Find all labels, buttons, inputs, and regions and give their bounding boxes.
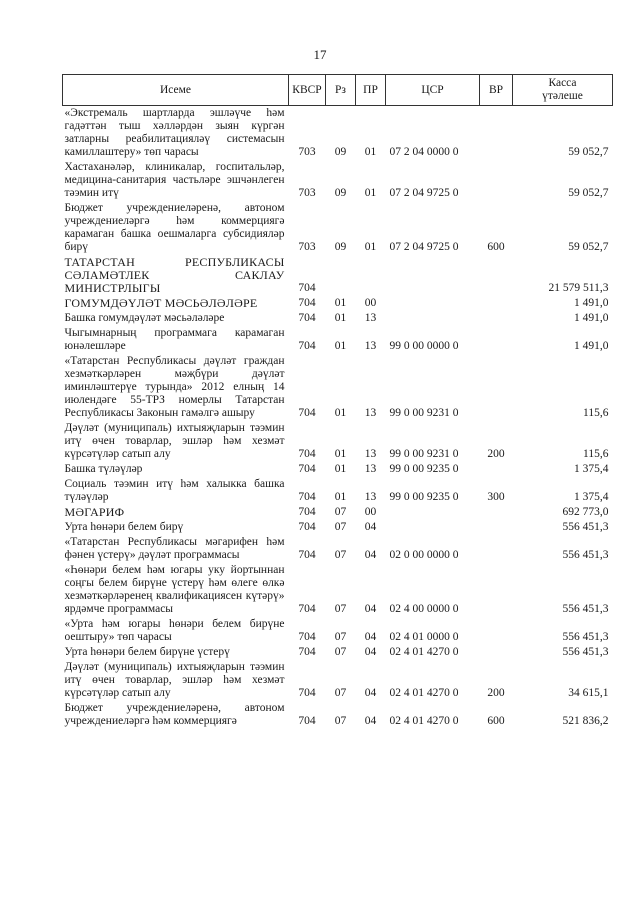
cell-amount: 21 579 511,3 bbox=[548, 282, 609, 294]
cell-vr bbox=[480, 520, 513, 535]
cell-pr bbox=[356, 255, 386, 296]
table-row bbox=[63, 354, 613, 421]
column-header-amount-line2: үтәлеше bbox=[542, 90, 583, 102]
cell-kvsr: 704 bbox=[298, 448, 316, 460]
cell-csr bbox=[386, 311, 480, 326]
column-header-kvsr: КВСР bbox=[289, 75, 326, 106]
cell-csr bbox=[386, 296, 480, 311]
cell-name: Дәүләт (муниципаль) ихтыяҗларын тәэмин итү өчен товарлар, эшләр һәм хезмәт күрсәтүләр сатып алу bbox=[64, 661, 285, 699]
cell-kvsr: 704 bbox=[298, 521, 316, 533]
cell-pr: 04 bbox=[364, 631, 377, 643]
cell-name: Урта һөнәри белем бирү bbox=[64, 521, 184, 533]
cell-rz: 07 bbox=[334, 631, 347, 643]
cell-amount: 1 375,4 bbox=[574, 491, 609, 503]
cell-rz: 07 bbox=[334, 646, 347, 658]
table-row bbox=[63, 617, 613, 645]
cell-kvsr: 704 bbox=[298, 631, 316, 643]
cell-amount: 59 052,7 bbox=[568, 241, 609, 253]
cell-vr bbox=[480, 462, 513, 477]
cell-amount: 1 375,4 bbox=[574, 463, 609, 475]
cell-vr bbox=[480, 505, 513, 520]
table-row bbox=[63, 296, 613, 311]
cell-pr: 00 bbox=[364, 297, 377, 309]
cell-amount: 556 451,3 bbox=[562, 549, 609, 561]
cell-name: Социаль тәэмин итү һәм халыкка башка түләүләр bbox=[64, 478, 285, 503]
cell-amount: 1 491,0 bbox=[574, 297, 609, 309]
cell-name: ГОМУМДӘҮЛӘТ МӘСЬӘЛӘЛӘРЕ bbox=[64, 296, 258, 310]
table-row bbox=[63, 106, 613, 161]
column-header-rz: Рз bbox=[326, 75, 356, 106]
cell-pr: 13 bbox=[364, 463, 377, 475]
table-row bbox=[63, 311, 613, 326]
cell-vr bbox=[480, 617, 513, 645]
cell-rz: 07 bbox=[334, 603, 347, 615]
cell-vr bbox=[480, 296, 513, 311]
cell-amount: 556 451,3 bbox=[562, 631, 609, 643]
cell-kvsr: 704 bbox=[298, 549, 316, 561]
cell-rz: 01 bbox=[334, 448, 347, 460]
cell-csr: 02 4 01 4270 0 bbox=[389, 715, 459, 727]
cell-vr bbox=[480, 645, 513, 660]
cell-amount: 521 836,2 bbox=[562, 715, 609, 727]
cell-name: «Татарстан Республикасы мәгарифен һәм фәнен үстерү» дәүләт программасы bbox=[64, 536, 285, 561]
cell-vr: 300 bbox=[487, 491, 505, 503]
table-body bbox=[63, 106, 613, 730]
table-row bbox=[63, 255, 613, 296]
table-row bbox=[63, 160, 613, 201]
cell-name: Башка түләүләр bbox=[64, 463, 143, 475]
table-row bbox=[63, 421, 613, 462]
cell-rz: 09 bbox=[334, 146, 347, 158]
cell-csr: 07 2 04 9725 0 bbox=[389, 187, 459, 199]
table-row bbox=[63, 563, 613, 617]
cell-kvsr: 704 bbox=[298, 506, 316, 518]
cell-pr: 04 bbox=[364, 521, 377, 533]
cell-kvsr: 704 bbox=[298, 603, 316, 615]
cell-amount: 59 052,7 bbox=[568, 187, 609, 199]
cell-vr bbox=[480, 160, 513, 201]
table-row bbox=[63, 645, 613, 660]
cell-pr: 13 bbox=[364, 312, 377, 324]
cell-csr: 02 4 00 0000 0 bbox=[389, 603, 459, 615]
cell-rz: 07 bbox=[334, 687, 347, 699]
cell-pr: 13 bbox=[364, 340, 377, 352]
table-header bbox=[63, 75, 613, 106]
cell-kvsr: 703 bbox=[298, 146, 316, 158]
column-header-pr: ПР bbox=[356, 75, 386, 106]
cell-csr: 99 0 00 9235 0 bbox=[389, 463, 459, 475]
budget-table bbox=[62, 74, 613, 729]
cell-csr: 07 2 04 0000 0 bbox=[389, 146, 459, 158]
cell-csr: 02 4 01 4270 0 bbox=[389, 646, 459, 658]
cell-amount: 115,6 bbox=[583, 407, 609, 419]
cell-csr: 02 0 00 0000 0 bbox=[389, 549, 459, 561]
cell-kvsr: 704 bbox=[298, 687, 316, 699]
cell-rz: 07 bbox=[334, 715, 347, 727]
cell-rz: 01 bbox=[334, 407, 347, 419]
cell-amount: 556 451,3 bbox=[562, 521, 609, 533]
cell-pr: 13 bbox=[364, 491, 377, 503]
cell-csr: 02 4 01 0000 0 bbox=[389, 631, 459, 643]
table-row bbox=[63, 462, 613, 477]
page-number: 17 bbox=[313, 47, 327, 62]
cell-pr: 04 bbox=[364, 603, 377, 615]
cell-name: Хастаханәләр, клиникалар, госпитальләр, медицина-санитария частьләре эшчәнлеген тәэмин итү bbox=[64, 161, 285, 199]
cell-rz: 01 bbox=[334, 297, 347, 309]
cell-csr bbox=[386, 255, 480, 296]
cell-vr bbox=[480, 326, 513, 354]
cell-amount: 1 491,0 bbox=[574, 312, 609, 324]
cell-name: «Татарстан Республикасы дәүләт граждан хезмәткәрләрен мәҗбүри дәүләт иминләштерүе турында» 2012 елның 14 июлендәге 55-ТРЗ номерлы Татарстан Республикасы Законын гамәлгә ашыру bbox=[64, 355, 285, 419]
cell-rz: 01 bbox=[334, 312, 347, 324]
cell-csr: 99 0 00 9231 0 bbox=[389, 407, 459, 419]
cell-amount: 692 773,0 bbox=[562, 506, 609, 518]
cell-amount: 1 491,0 bbox=[574, 340, 609, 352]
cell-rz: 01 bbox=[334, 491, 347, 503]
cell-name: «Урта һәм югары һөнәри белем бирүне оештыру» төп чарасы bbox=[64, 618, 285, 643]
cell-csr: 07 2 04 9725 0 bbox=[389, 241, 459, 253]
cell-csr: 99 0 00 9235 0 bbox=[389, 491, 459, 503]
cell-amount: 556 451,3 bbox=[562, 646, 609, 658]
cell-vr: 200 bbox=[487, 448, 505, 460]
table-row bbox=[63, 201, 613, 255]
table-row bbox=[63, 326, 613, 354]
cell-name: Дәүләт (муниципаль) ихтыяҗларын тәэмин итү өчен товарлар, эшләр һәм хезмәт күрсәтүләр сатып алу bbox=[64, 422, 285, 460]
cell-pr: 04 bbox=[364, 646, 377, 658]
cell-rz: 09 bbox=[334, 187, 347, 199]
cell-vr: 600 bbox=[487, 241, 505, 253]
cell-kvsr: 704 bbox=[298, 297, 316, 309]
table-row bbox=[63, 660, 613, 701]
cell-pr: 01 bbox=[364, 241, 377, 253]
cell-csr bbox=[386, 520, 480, 535]
cell-csr: 02 4 01 4270 0 bbox=[389, 687, 459, 699]
cell-vr bbox=[480, 311, 513, 326]
cell-vr bbox=[480, 535, 513, 563]
cell-vr: 600 bbox=[487, 715, 505, 727]
cell-kvsr: 703 bbox=[298, 187, 316, 199]
cell-kvsr: 704 bbox=[298, 715, 316, 727]
cell-name: МӘГАРИФ bbox=[64, 505, 125, 519]
cell-pr: 01 bbox=[364, 187, 377, 199]
cell-vr bbox=[480, 563, 513, 617]
cell-kvsr: 704 bbox=[298, 340, 316, 352]
column-header-amount bbox=[513, 75, 613, 106]
cell-name: «Һөнәри белем һәм югары уку йортыннан соңгы белем бирүне үстерү һәм өлеге өлкә хезмәткәрләренең квалификациясен күтәрү» ярдәмче программасы bbox=[64, 564, 285, 615]
cell-amount: 59 052,7 bbox=[568, 146, 609, 158]
cell-kvsr: 704 bbox=[298, 312, 316, 324]
cell-amount: 34 615,1 bbox=[568, 687, 609, 699]
cell-name: «Экстремаль шартларда эшләүче һәм гадәттән тыш хәлләрдән зыян күргән затларны реабилитацияләү системасын камиллаштеру» төп чарасы bbox=[64, 107, 285, 158]
cell-name: Чыгымнарның программага карамаган юнәлешләре bbox=[64, 327, 285, 352]
cell-name: Башка гомумдәүләт мәсьәләләре bbox=[64, 312, 225, 324]
cell-name: Бюджет учреждениеләренә, автоном учреждениеләргә һәм коммерциягә bbox=[64, 702, 285, 727]
cell-vr bbox=[480, 106, 513, 161]
cell-rz: 07 bbox=[334, 506, 347, 518]
cell-kvsr: 704 bbox=[298, 463, 316, 475]
cell-rz bbox=[326, 255, 356, 296]
cell-name: ТАТАРСТАН РЕСПУБЛИКАСЫ СӘЛАМӘТЛЕК САКЛАУ МИНИСТРЛЫГЫ bbox=[64, 255, 285, 295]
cell-csr bbox=[386, 505, 480, 520]
cell-kvsr: 704 bbox=[298, 491, 316, 503]
cell-rz: 01 bbox=[334, 340, 347, 352]
cell-kvsr: 704 bbox=[298, 282, 316, 294]
cell-pr: 13 bbox=[364, 407, 377, 419]
cell-pr: 00 bbox=[364, 506, 377, 518]
cell-pr: 04 bbox=[364, 715, 377, 727]
cell-kvsr: 704 bbox=[298, 407, 316, 419]
cell-vr bbox=[480, 354, 513, 421]
table-row bbox=[63, 520, 613, 535]
cell-rz: 07 bbox=[334, 549, 347, 561]
table-row bbox=[63, 535, 613, 563]
table-row bbox=[63, 701, 613, 729]
column-header-amount-line1: Касса bbox=[548, 77, 577, 89]
cell-amount: 115,6 bbox=[583, 448, 609, 460]
cell-rz: 07 bbox=[334, 521, 347, 533]
cell-csr: 99 0 00 0000 0 bbox=[389, 340, 459, 352]
cell-pr: 04 bbox=[364, 549, 377, 561]
column-header-csr: ЦСР bbox=[386, 75, 480, 106]
cell-vr bbox=[480, 255, 513, 296]
cell-name: Бюджет учреждениеләренә, автоном учреждениеләргә һәм коммерциягә карамаган башка оешмаларга субсидияләр бирү bbox=[64, 202, 285, 253]
column-header-vr: ВР bbox=[480, 75, 513, 106]
cell-amount: 556 451,3 bbox=[562, 603, 609, 615]
cell-kvsr: 704 bbox=[298, 646, 316, 658]
cell-pr: 04 bbox=[364, 687, 377, 699]
cell-kvsr: 703 bbox=[298, 241, 316, 253]
table-row bbox=[63, 505, 613, 520]
cell-rz: 09 bbox=[334, 241, 347, 253]
cell-pr: 01 bbox=[364, 146, 377, 158]
cell-name: Урта һөнәри белем бирүне үстерү bbox=[64, 646, 230, 658]
cell-csr: 99 0 00 9231 0 bbox=[389, 448, 459, 460]
table-row bbox=[63, 477, 613, 505]
cell-pr: 13 bbox=[364, 448, 377, 460]
cell-vr: 200 bbox=[487, 687, 505, 699]
cell-rz: 01 bbox=[334, 463, 347, 475]
column-header-name: Исеме bbox=[63, 75, 289, 106]
